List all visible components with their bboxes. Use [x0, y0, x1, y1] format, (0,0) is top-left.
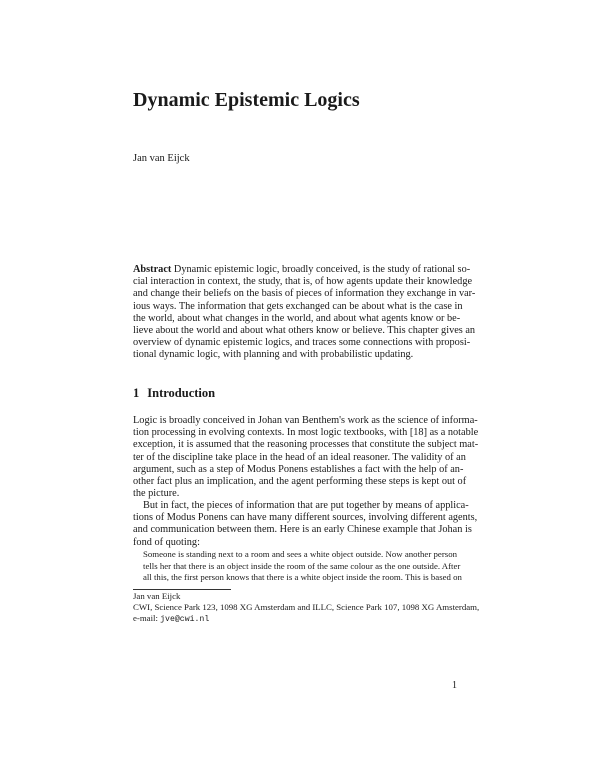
- body-line: ter of the discipline take place in the head of an ideal reasoner. The validity of an: [133, 451, 466, 463]
- block-quote: [143, 549, 462, 584]
- body-line: tions of Modus Ponens can have many different sources, involving different agents,: [133, 512, 478, 524]
- abstract-line: and change their beliefs on the basis of pieces of information they exchange in var-: [133, 288, 476, 300]
- body-line: But in fact, the pieces of information that are put together by means of applica-: [143, 500, 469, 511]
- section-title: Introduction: [147, 386, 216, 400]
- abstract: [133, 264, 476, 362]
- footnote-affiliation: CWI, Science Park 123, 1098 XG Amsterdam and ILLC, Science Park 107, 1098 XG Amsterdam,: [133, 602, 480, 612]
- footnote-divider: [133, 589, 231, 590]
- abstract-line: cial interaction in context, the study, that is, of how agents update their knowledge: [133, 276, 473, 288]
- email-label: e-mail:: [133, 613, 158, 623]
- quote-line: tells her that there is an object inside the room of the same colour as the one outside. After: [143, 560, 461, 571]
- intro-paragraph-1: [133, 415, 479, 500]
- abstract-line: tional dynamic logic, with planning and with probabilistic updating.: [133, 349, 414, 361]
- abstract-label: Abstract: [133, 264, 172, 275]
- quote-line: Someone is standing next to a room and sees a white object outside. Now another person: [143, 549, 457, 559]
- author-footnote: [133, 591, 480, 625]
- abstract-line: lieve about the world and about what others know or believe. This chapter gives an: [133, 325, 476, 337]
- body-line: exception, it is assumed that the reasoning processes that constitute the subject mat-: [133, 439, 479, 451]
- footnote-author: Jan van Eijck: [133, 591, 181, 601]
- intro-paragraph-2: [133, 500, 478, 549]
- body-line: and communication between them. Here is an early Chinese example that Johan is: [133, 524, 472, 536]
- section-heading: [133, 386, 215, 401]
- body-line: other fact plus an implication, and the agent performing these steps is kept out of: [133, 476, 467, 488]
- section-number: 1: [133, 386, 140, 400]
- body-line: the picture.: [133, 488, 180, 500]
- abstract-line: ious ways. The information that gets exchanged can be about what is the case in: [133, 300, 463, 312]
- paper-title: Dynamic Epistemic Logics: [133, 89, 360, 111]
- author-name: Jan van Eijck: [133, 153, 190, 164]
- email-address[interactable]: jve@cwi.nl: [160, 615, 210, 624]
- footnote-email-line: [133, 613, 457, 625]
- body-line: tion processing in evolving contexts. In most logic textbooks, with [18] as a notable: [133, 427, 479, 439]
- abstract-line-1: Abstract Dynamic epistemic logic, broadly conceived, is the study of rational so-: [133, 264, 471, 275]
- body-line: Logic is broadly conceived in Johan van Benthem's work as the science of informa-: [133, 415, 478, 426]
- body-line: fond of quoting:: [133, 536, 200, 548]
- page-number: 1: [452, 680, 457, 691]
- abstract-line: overview of dynamic epistemic logics, and traces some connections with proposi-: [133, 337, 471, 349]
- body-line: argument, such as a step of Modus Ponens establishes a fact with the help of an-: [133, 463, 464, 475]
- quote-line: all this, the first person knows that there is a white object inside the room. This is based on: [143, 572, 462, 582]
- abstract-line: the world, about what changes in the world, and about what agents know or be-: [133, 312, 461, 324]
